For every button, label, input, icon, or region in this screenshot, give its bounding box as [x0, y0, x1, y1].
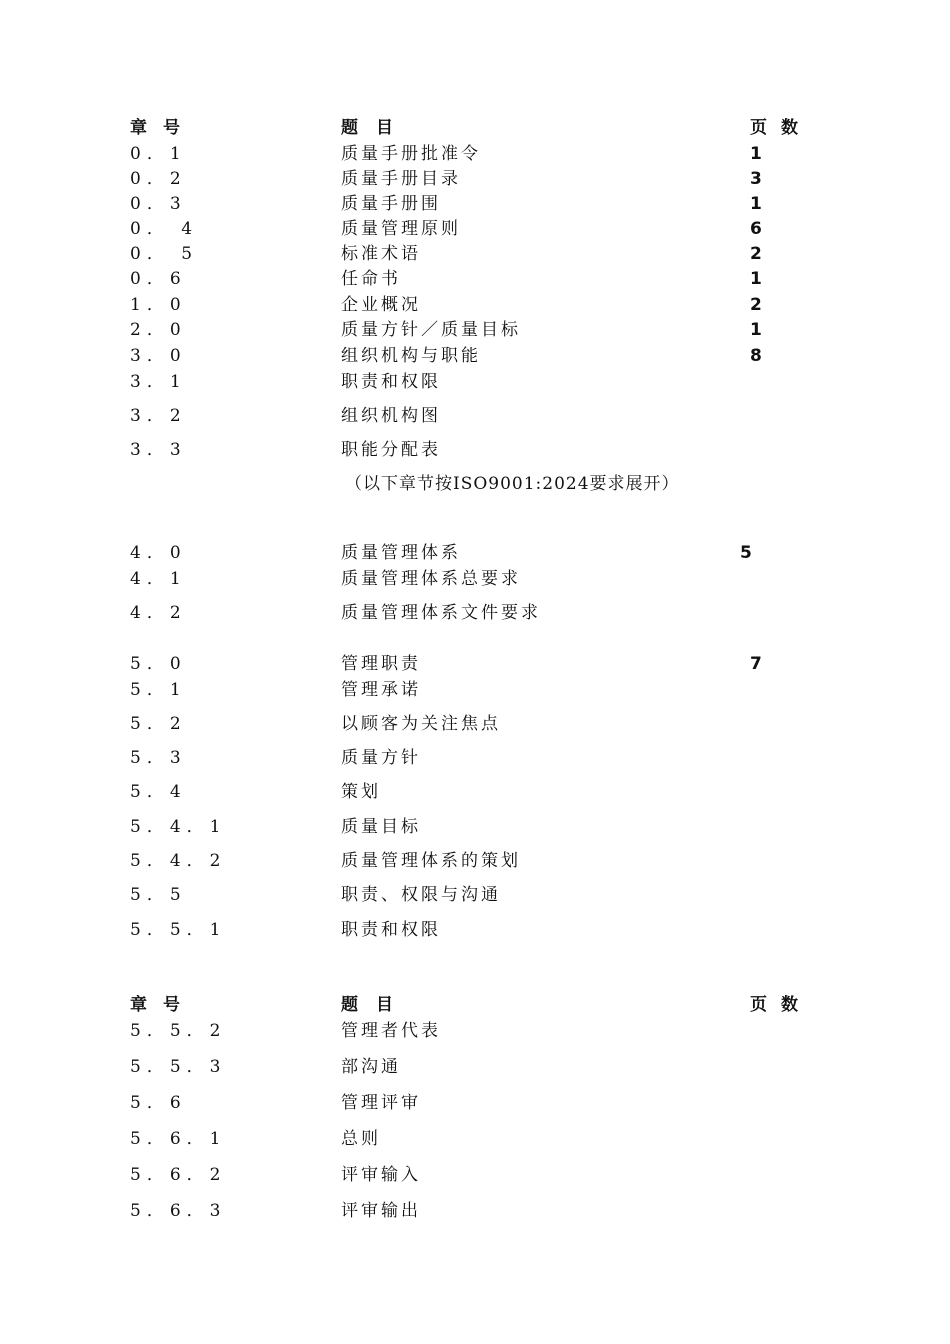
chapter-title: 管理评审	[341, 1093, 421, 1113]
toc-row	[0, 1198, 950, 1224]
toc-row	[0, 779, 950, 805]
chapter-number: 5．6．3	[130, 1201, 227, 1221]
chapter-number: 4．0	[130, 543, 187, 563]
toc-header	[0, 115, 950, 141]
chapter-title: 策划	[341, 782, 381, 802]
toc-row	[0, 343, 950, 369]
page-count: 1	[750, 144, 762, 164]
chapter-number: 3．3	[130, 440, 187, 460]
toc-row	[0, 882, 950, 908]
chapter-number: 5．1	[130, 680, 187, 700]
chapter-number: 5．5．1	[130, 920, 227, 940]
toc-row	[0, 566, 950, 592]
chapter-title: 管理者代表	[341, 1021, 441, 1041]
chapter-number: 0．3	[130, 194, 187, 214]
chapter-title: 质量管理体系文件要求	[341, 603, 541, 623]
page-count: 1	[750, 269, 762, 289]
toc-row	[0, 745, 950, 771]
page-count: 2	[750, 295, 762, 315]
chapter-number: 0．6	[130, 269, 187, 289]
page-count: 6	[750, 219, 762, 239]
chapter-number: 5．6．1	[130, 1129, 227, 1149]
iso-note: （以下章节按ISO9001:2024要求展开）	[345, 474, 680, 494]
chapter-number: 5．6．2	[130, 1165, 227, 1185]
chapter-number: 5．6	[130, 1093, 187, 1113]
toc-row	[0, 317, 950, 343]
toc-row	[0, 191, 950, 217]
chapter-number: 0．1	[130, 144, 187, 164]
toc-row	[0, 437, 950, 463]
chapter-title: 职能分配表	[341, 440, 441, 460]
chapter-number: 5．5	[130, 885, 187, 905]
chapter-title: 质量手册目录	[341, 169, 461, 189]
header-title: 题目	[341, 118, 411, 138]
toc-row	[0, 1018, 950, 1044]
chapter-number: 0．2	[130, 169, 187, 189]
chapter-title: 总则	[341, 1129, 381, 1149]
chapter-number: 5．0	[130, 654, 187, 674]
chapter-number: 5．5．3	[130, 1057, 227, 1077]
chapter-title: 组织机构图	[341, 406, 441, 426]
toc-row	[0, 651, 950, 677]
chapter-number: 2．0	[130, 320, 187, 340]
chapter-number: 1．0	[130, 295, 187, 315]
toc-row	[0, 369, 950, 395]
page-count: 5	[740, 543, 752, 563]
chapter-title: 质量方针／质量目标	[341, 320, 521, 340]
page-count: 8	[750, 346, 762, 366]
chapter-number: 3．1	[130, 372, 187, 392]
page-count: 1	[750, 320, 762, 340]
header-chapter: 章号	[130, 995, 196, 1015]
toc-row	[0, 1126, 950, 1152]
toc-row	[0, 292, 950, 318]
header-pages: 页数	[750, 995, 812, 1015]
page-count: 2	[750, 244, 762, 264]
header-title: 题目	[341, 995, 411, 1015]
header-chapter: 章号	[130, 118, 196, 138]
toc-row	[0, 166, 950, 192]
chapter-title: 质量方针	[341, 748, 421, 768]
toc-row	[0, 1054, 950, 1080]
chapter-number: 5．4	[130, 782, 187, 802]
chapter-title: 质量管理体系的策划	[341, 851, 521, 871]
chapter-title: 企业概况	[341, 295, 421, 315]
chapter-title: 评审输出	[341, 1201, 421, 1221]
toc-row	[0, 814, 950, 840]
chapter-title: 管理承诺	[341, 680, 421, 700]
chapter-number: 4．2	[130, 603, 187, 623]
toc-row	[0, 403, 950, 429]
chapter-number: 5．4．1	[130, 817, 227, 837]
toc-row	[0, 917, 950, 943]
toc-row	[0, 216, 950, 242]
chapter-title: 职责和权限	[341, 920, 441, 940]
chapter-number: 0． 4	[130, 219, 199, 239]
page-count: 7	[750, 654, 762, 674]
header-pages: 页数	[750, 118, 812, 138]
chapter-title: 管理职责	[341, 654, 421, 674]
chapter-title: 以顾客为关注焦点	[341, 714, 501, 734]
toc-row	[0, 600, 950, 626]
chapter-number: 5．5．2	[130, 1021, 227, 1041]
chapter-number: 5．2	[130, 714, 187, 734]
chapter-title: 标准术语	[341, 244, 421, 264]
chapter-number: 3．0	[130, 346, 187, 366]
toc-row	[0, 848, 950, 874]
page-count: 3	[750, 169, 762, 189]
toc-row	[0, 141, 950, 167]
chapter-title: 部沟通	[341, 1057, 401, 1077]
chapter-number: 0． 5	[130, 244, 199, 264]
toc-row	[0, 540, 950, 566]
chapter-title: 质量管理体系	[341, 543, 461, 563]
chapter-title: 组织机构与职能	[341, 346, 481, 366]
chapter-title: 质量目标	[341, 817, 421, 837]
toc-row	[0, 711, 950, 737]
chapter-title: 质量手册围	[341, 194, 441, 214]
chapter-number: 3．2	[130, 406, 187, 426]
chapter-title: 职责和权限	[341, 372, 441, 392]
toc-row	[0, 1090, 950, 1116]
toc-row	[0, 677, 950, 703]
chapter-title: 质量管理体系总要求	[341, 569, 521, 589]
toc-row	[0, 241, 950, 267]
chapter-title: 质量手册批准令	[341, 144, 481, 164]
chapter-title: 质量管理原则	[341, 219, 461, 239]
chapter-title: 任命书	[341, 269, 401, 289]
chapter-title: 评审输入	[341, 1165, 421, 1185]
toc-header	[0, 992, 950, 1018]
toc-row	[0, 1162, 950, 1188]
chapter-number: 4．1	[130, 569, 187, 589]
chapter-number: 5．3	[130, 748, 187, 768]
page-count: 1	[750, 194, 762, 214]
chapter-number: 5．4．2	[130, 851, 227, 871]
toc-row	[0, 266, 950, 292]
chapter-title: 职责、权限与沟通	[341, 885, 501, 905]
